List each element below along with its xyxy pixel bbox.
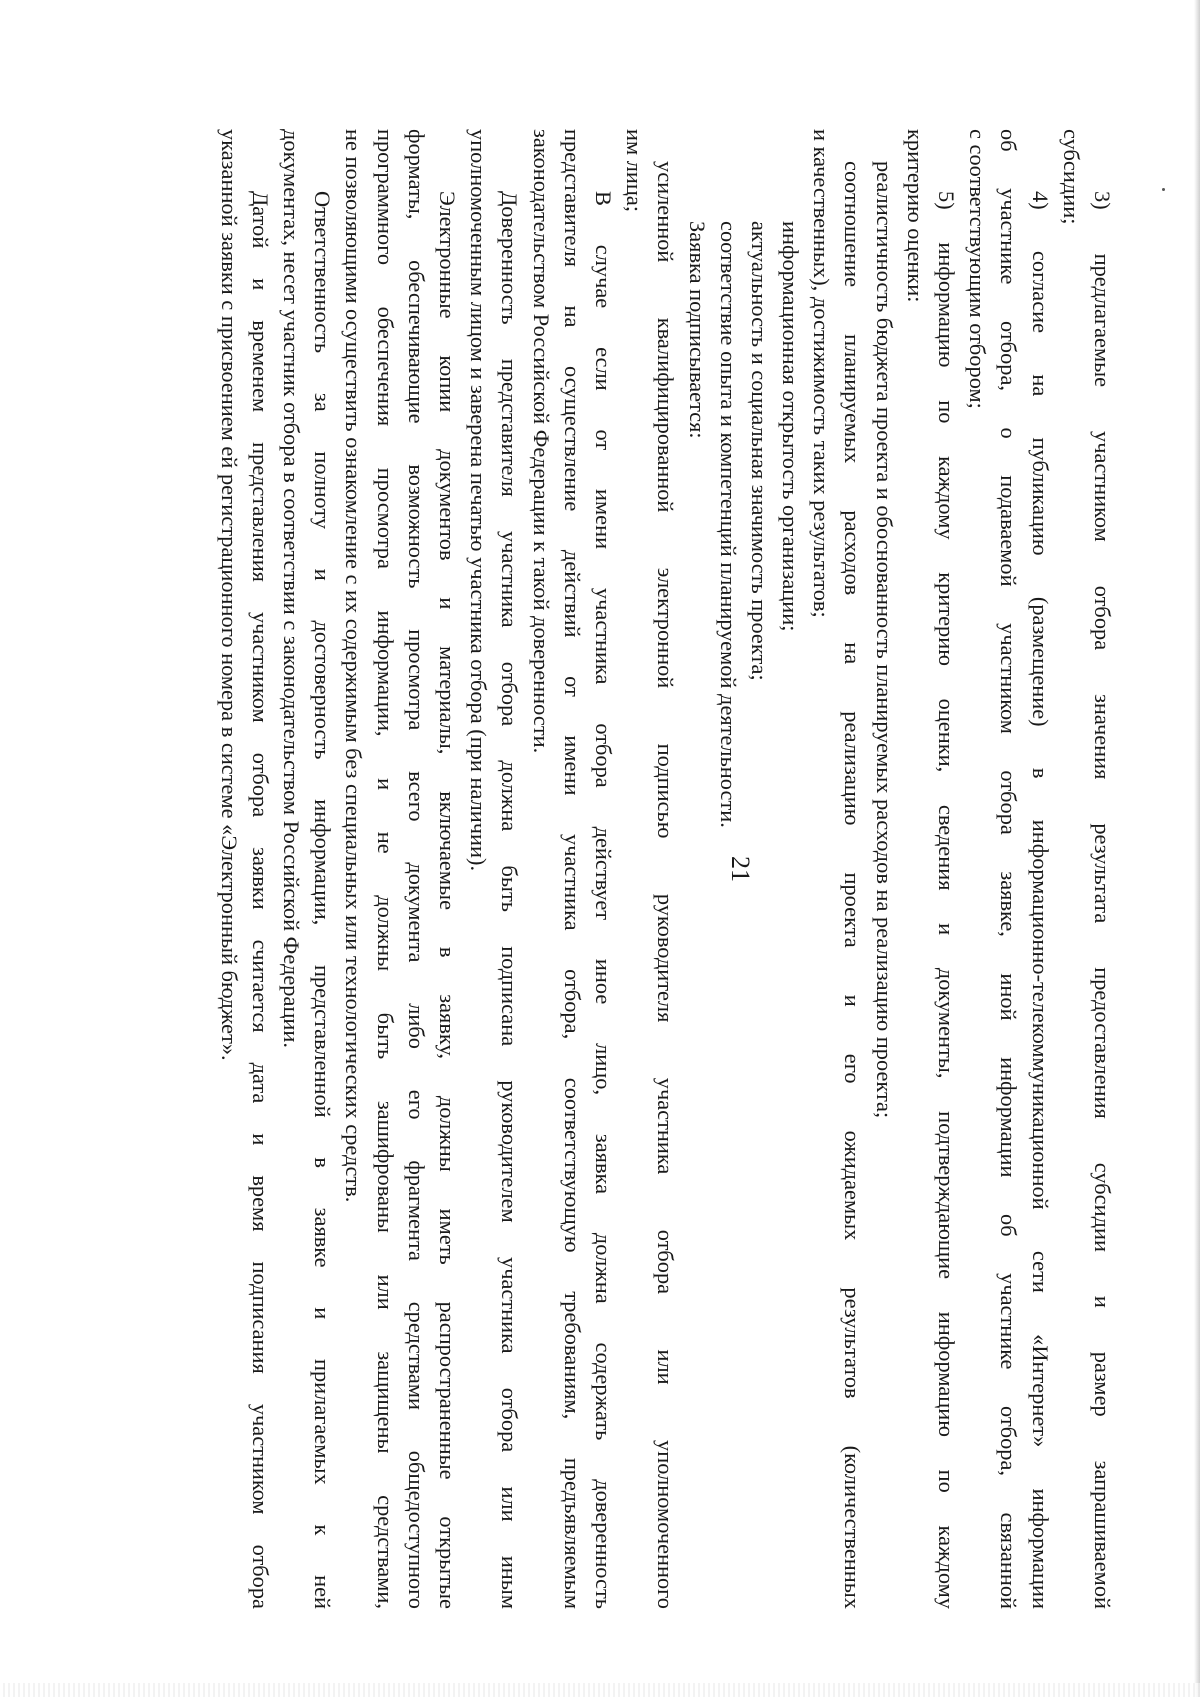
text-line: 5) информацию по каждому критерию оценки, сведения и документы, подтверждающие информацию по каждому	[934, 191, 960, 1609]
text-line: форматы, обеспечивающие возможность просмотра всего документа либо его фрагмента средствами общедоступного	[403, 129, 429, 1609]
text-line: информационная открытость организации;	[778, 221, 804, 632]
text-line: критерию оценки:	[902, 129, 928, 303]
text-line: субсидии;	[1058, 129, 1084, 225]
text-line: законодательством Российской Федерации к такой доверенности.	[528, 129, 554, 754]
text-line: 3) предлагаемые участником отбора значения результата предоставления субсидии и размер запрашиваемой	[1090, 191, 1115, 1609]
text-line: Доверенность представителя участника отбора должна быть подписана руководителем участника отбора или иным	[497, 191, 523, 1609]
text-line: Заявка подписывается:	[684, 221, 710, 439]
text-line: соотношение планируемых расходов на реализацию проекта и его ожидаемых результатов (количественных	[840, 161, 866, 1609]
text-line: Электронные копии документов и материалы, включаемые в заявку, должны иметь распространенные открытые	[435, 191, 461, 1609]
scan-noise-strip	[0, 1683, 1200, 1697]
text-line: 4) согласие на публикацию (размещение) в информационно-телекоммуникационной сети «Интернет» информации	[1027, 191, 1053, 1609]
text-line: реалистичность бюджета проекта и обоснованность планируемых расходов на реализацию проекта;	[871, 161, 897, 1119]
text-line: и качественных), достижимость таких результатов;	[809, 129, 835, 618]
text-line: с соответствующим отбором;	[965, 129, 991, 409]
text-line: не позволяющими осуществить ознакомление с их содержимым без специальных или технологических средств.	[341, 129, 367, 1203]
text-line: об участнике отбора, о подаваемой участником отбора заявке, иной информации об участнике отбора, связанной	[996, 129, 1022, 1609]
text-line: представителя на осуществление действий от имени участника отбора, соответствующую требованиям, предъявляемым	[559, 129, 585, 1609]
text-line: В случае если от имени участника отбора действует иное лицо, заявка должна содержать доверенность	[591, 191, 616, 1609]
text-line: Датой и временем представления участником отбора заявки считается дата и время подписания участником отбора	[247, 191, 273, 1609]
text-line: Ответственность за полноту и достоверность информации, представленной в заявке и прилагаемых к ней	[310, 191, 336, 1609]
text-line: усиленной квалифицированной электронной подписью руководителя участника отбора или уполномоченного	[653, 161, 679, 1609]
page-number: 21	[726, 856, 755, 882]
text-line: соответствие опыта и компетенций планируемой деятельности.	[715, 221, 741, 828]
text-line: указанной заявки с присвоением ей регистрационного номера в системе «Электронный бюджет».	[216, 129, 242, 1061]
text-line: им лица;	[622, 129, 648, 213]
scan-speck	[1162, 188, 1165, 191]
text-line: программного обеспечения просмотра информации, и не должны быть зашифрованы или защищены средствами,	[372, 129, 398, 1609]
scan-edge-shadow	[1194, 0, 1200, 1697]
text-line: документах, несет участник отбора в соответствии с законодательством Российской Федерации.	[279, 129, 305, 1048]
text-line: уполномоченным лицом и заверена печатью участника отбора (при наличии).	[466, 129, 492, 872]
text-line: актуальность и социальная значимость проекта;	[746, 221, 772, 681]
document-body	[188, 129, 1118, 1609]
